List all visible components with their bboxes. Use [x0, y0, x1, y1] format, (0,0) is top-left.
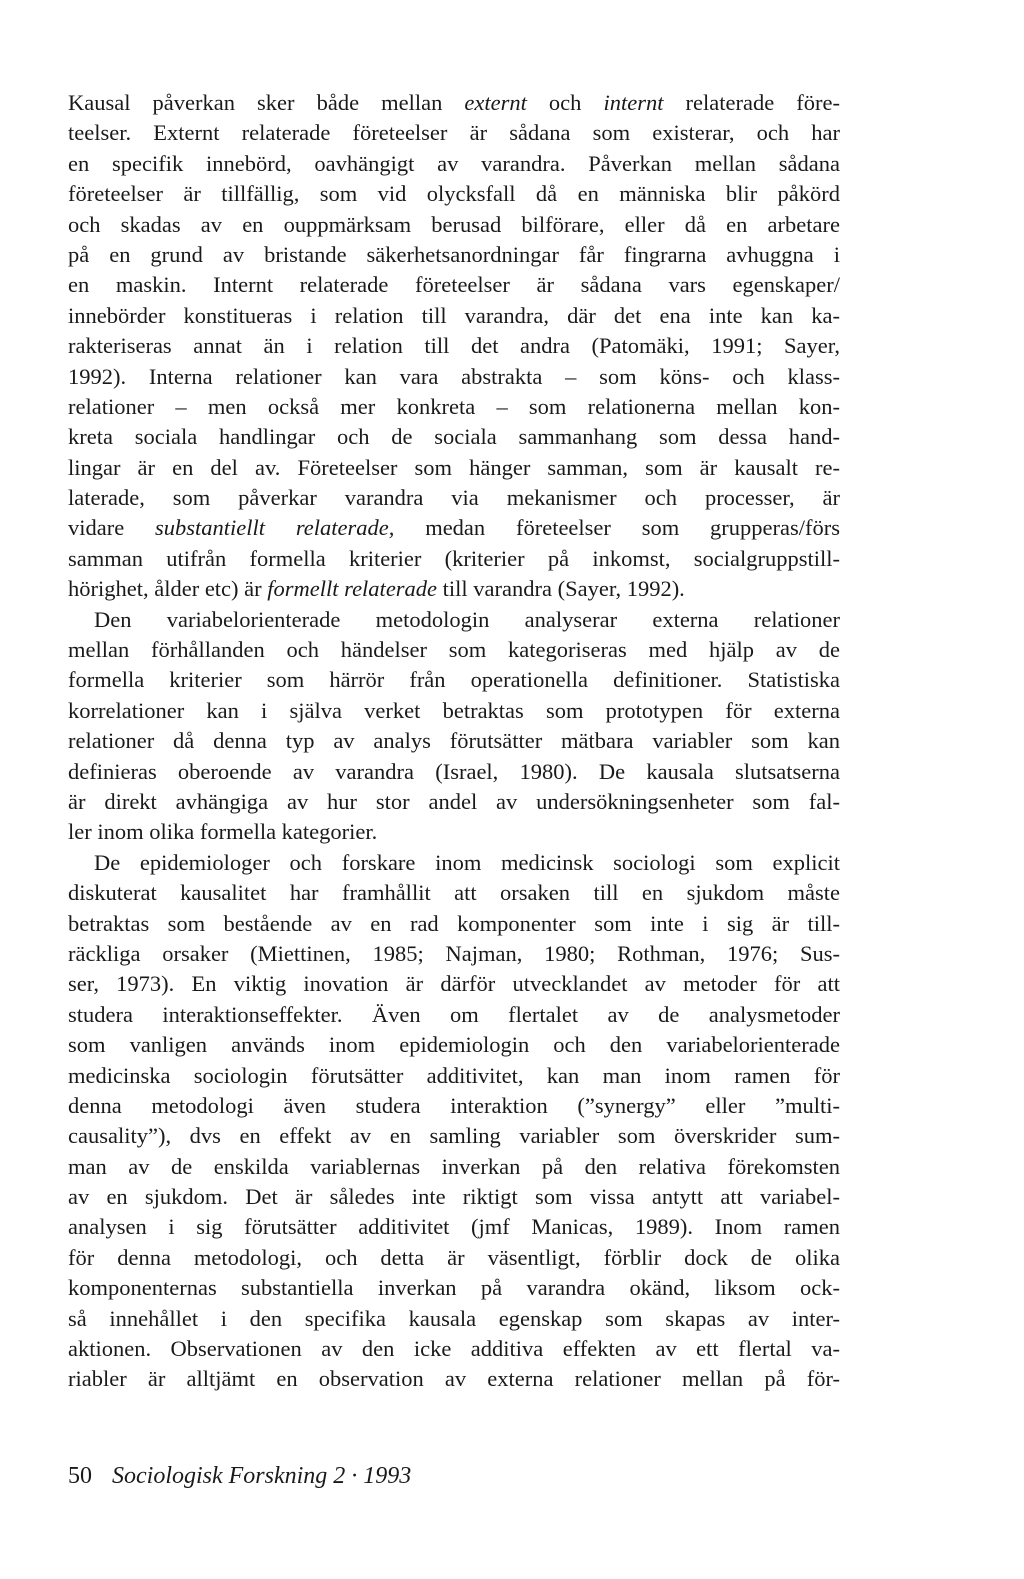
text-segment: man av de enskilda variablernas inverkan på den relativa förekomsten [68, 1153, 840, 1179]
text-segment: en maskin. Internt relaterade företeelser är sådana vars egenskaper/ [68, 272, 840, 298]
document-page [68, 88, 840, 1395]
text-line [68, 149, 840, 179]
text-segment: en specifik innebörd, oavhängigt av varandra. Påverkan mellan sådana [68, 150, 840, 176]
text-segment: definieras oberoende av varandra (Israel, 1980). De kausala slutsatserna [68, 758, 840, 784]
journal-name: Sociologisk Forskning 2 · 1993 [112, 1463, 412, 1489]
italic-text: externt [464, 90, 527, 115]
text-line [68, 1061, 840, 1091]
text-segment: till varandra (Sayer, 1992). [437, 576, 685, 602]
text-segment: Kausal påverkan sker både mellan [68, 90, 465, 115]
text-line [68, 1273, 840, 1303]
text-line [68, 331, 840, 361]
text-line [68, 635, 840, 665]
text-segment: denna metodologi även studera interaktion (”synergy” eller ”multi- [68, 1092, 840, 1118]
text-line [68, 1334, 840, 1364]
text-segment: laterade, som påverkar varandra via mekanismer och processer, är [68, 485, 840, 511]
text-segment: studera interaktionseffekter. Även om flertalet av de analysmetoder [68, 1001, 840, 1027]
text-segment: relationer då denna typ av analys förutsätter mätbara variabler som kan [68, 728, 840, 754]
text-line [68, 513, 840, 543]
text-segment: De epidemiologer och forskare inom medicinsk sociologi som explicit [94, 849, 840, 875]
text-segment: på en grund av bristande säkerhetsanordningar får fingrarna avhuggna i [68, 241, 840, 267]
text-segment: analysen i sig förutsätter additivitet (jmf Manicas, 1989). Inom ramen [68, 1214, 840, 1240]
text-segment: medicinska sociologin förutsätter additivitet, kan man inom ramen för [68, 1062, 840, 1088]
text-line [68, 118, 840, 148]
text-line [68, 1212, 840, 1242]
text-segment: kreta sociala handlingar och de sociala sammanhang som dessa hand- [68, 424, 840, 450]
text-segment: formella kriterier som härrör från operationella definitioner. Statistiska [68, 667, 840, 693]
text-segment: är direkt avhängiga av hur stor andel av undersökningsenheter som fal- [68, 788, 840, 814]
body-text [68, 88, 840, 1395]
text-segment: causality”), dvs en effekt av en samling variabler som överskrider sum- [68, 1123, 840, 1149]
text-line [68, 179, 840, 209]
italic-text: substantiellt relaterade, [155, 515, 395, 541]
text-line [68, 483, 840, 513]
text-segment: korrelationer kan i själva verket betraktas som prototypen för externa [68, 697, 840, 723]
text-segment: mellan förhållanden och händelser som kategoriseras med hjälp av de [68, 637, 840, 663]
text-line [68, 544, 840, 574]
text-line [68, 1364, 840, 1394]
text-segment: rakteriseras annat än i relation till det andra (Patomäki, 1991; Sayer, [68, 333, 840, 359]
text-line [68, 665, 840, 695]
text-line [68, 1182, 840, 1212]
text-segment: företeelser är tillfällig, som vid olycksfall då en människa blir påkörd [68, 181, 840, 207]
text-segment: diskuterat kausalitet har framhållit att orsaken till en sjukdom måste [68, 880, 840, 906]
text-segment: och [526, 90, 604, 115]
text-segment: teelser. Externt relaterade företeelser är sådana som existerar, och har [68, 120, 840, 146]
text-segment: för denna metodologi, och detta är väsentligt, förblir dock de olika [68, 1244, 840, 1270]
text-line [68, 696, 840, 726]
text-segment: betraktas som bestående av en rad komponenter som inte i sig är till- [68, 910, 840, 936]
text-line [68, 270, 840, 300]
text-line [68, 574, 840, 604]
text-line [68, 301, 840, 331]
text-segment: och skadas av en ouppmärksam berusad bilförare, eller då en arbetare [68, 211, 840, 237]
text-line [68, 878, 840, 908]
text-line [68, 392, 840, 422]
text-line [68, 1121, 840, 1151]
text-line [68, 909, 840, 939]
text-line [68, 1030, 840, 1060]
text-segment: aktionen. Observationen av den icke additiva effekten av ett flertal va- [68, 1336, 840, 1362]
text-segment: Den variabelorienterade metodologin analyserar externa relationer [94, 606, 840, 632]
text-segment: av en sjukdom. Det är således inte riktigt som vissa antytt att variabel- [68, 1184, 840, 1210]
text-segment: som vanligen används inom epidemiologin och den variabelorienterade [68, 1032, 840, 1058]
text-line [68, 787, 840, 817]
text-segment: ler inom olika formella kategorier. [68, 819, 378, 845]
text-line [68, 726, 840, 756]
text-line [68, 240, 840, 270]
text-line [68, 362, 840, 392]
text-segment: riabler är alltjämt en observation av externa relationer mellan på för- [68, 1366, 840, 1392]
text-segment: hörighet, ålder etc) är [68, 576, 268, 602]
text-line [68, 422, 840, 452]
text-line [68, 1000, 840, 1030]
text-line [68, 1304, 840, 1334]
text-segment: lingar är en del av. Företeelser som hänger samman, som är kausalt re- [68, 454, 840, 480]
italic-text: internt [603, 90, 664, 115]
text-line [68, 1243, 840, 1273]
text-segment: ser, 1973). En viktig inovation är därför utvecklandet av metoder för att [68, 971, 840, 997]
text-segment: så innehållet i den specifika kausala egenskap som skapas av inter- [68, 1305, 840, 1331]
text-line [68, 1091, 840, 1121]
text-segment: komponenternas substantiella inverkan på varandra okänd, liksom ock- [68, 1275, 840, 1301]
text-segment: relaterade före- [663, 90, 840, 115]
text-segment: medan företeelser som grupperas/förs [394, 515, 840, 541]
text-line [68, 817, 840, 847]
text-line [68, 757, 840, 787]
text-line [68, 1152, 840, 1182]
text-segment: relationer – men också mer konkreta – som relationerna mellan kon- [68, 393, 840, 419]
text-line [68, 939, 840, 969]
text-segment: 1992). Interna relationer kan vara abstrakta – som köns- och klass- [68, 363, 840, 389]
text-line [68, 210, 840, 240]
text-line [68, 88, 840, 118]
text-segment: räckliga orsaker (Miettinen, 1985; Najman, 1980; Rothman, 1976; Sus- [68, 940, 840, 966]
page-footer [68, 1461, 411, 1491]
text-line [68, 453, 840, 483]
page-number: 50 [68, 1463, 92, 1489]
text-segment: samman utifrån formella kriterier (kriterier på inkomst, socialgruppstill- [68, 545, 840, 571]
text-line [68, 848, 840, 878]
italic-text: formellt relaterade [267, 576, 438, 602]
text-line [68, 605, 840, 635]
text-segment: innebörder konstitueras i relation till varandra, där det ena inte kan ka- [68, 302, 840, 328]
text-segment: vidare [68, 515, 156, 541]
text-line [68, 969, 840, 999]
